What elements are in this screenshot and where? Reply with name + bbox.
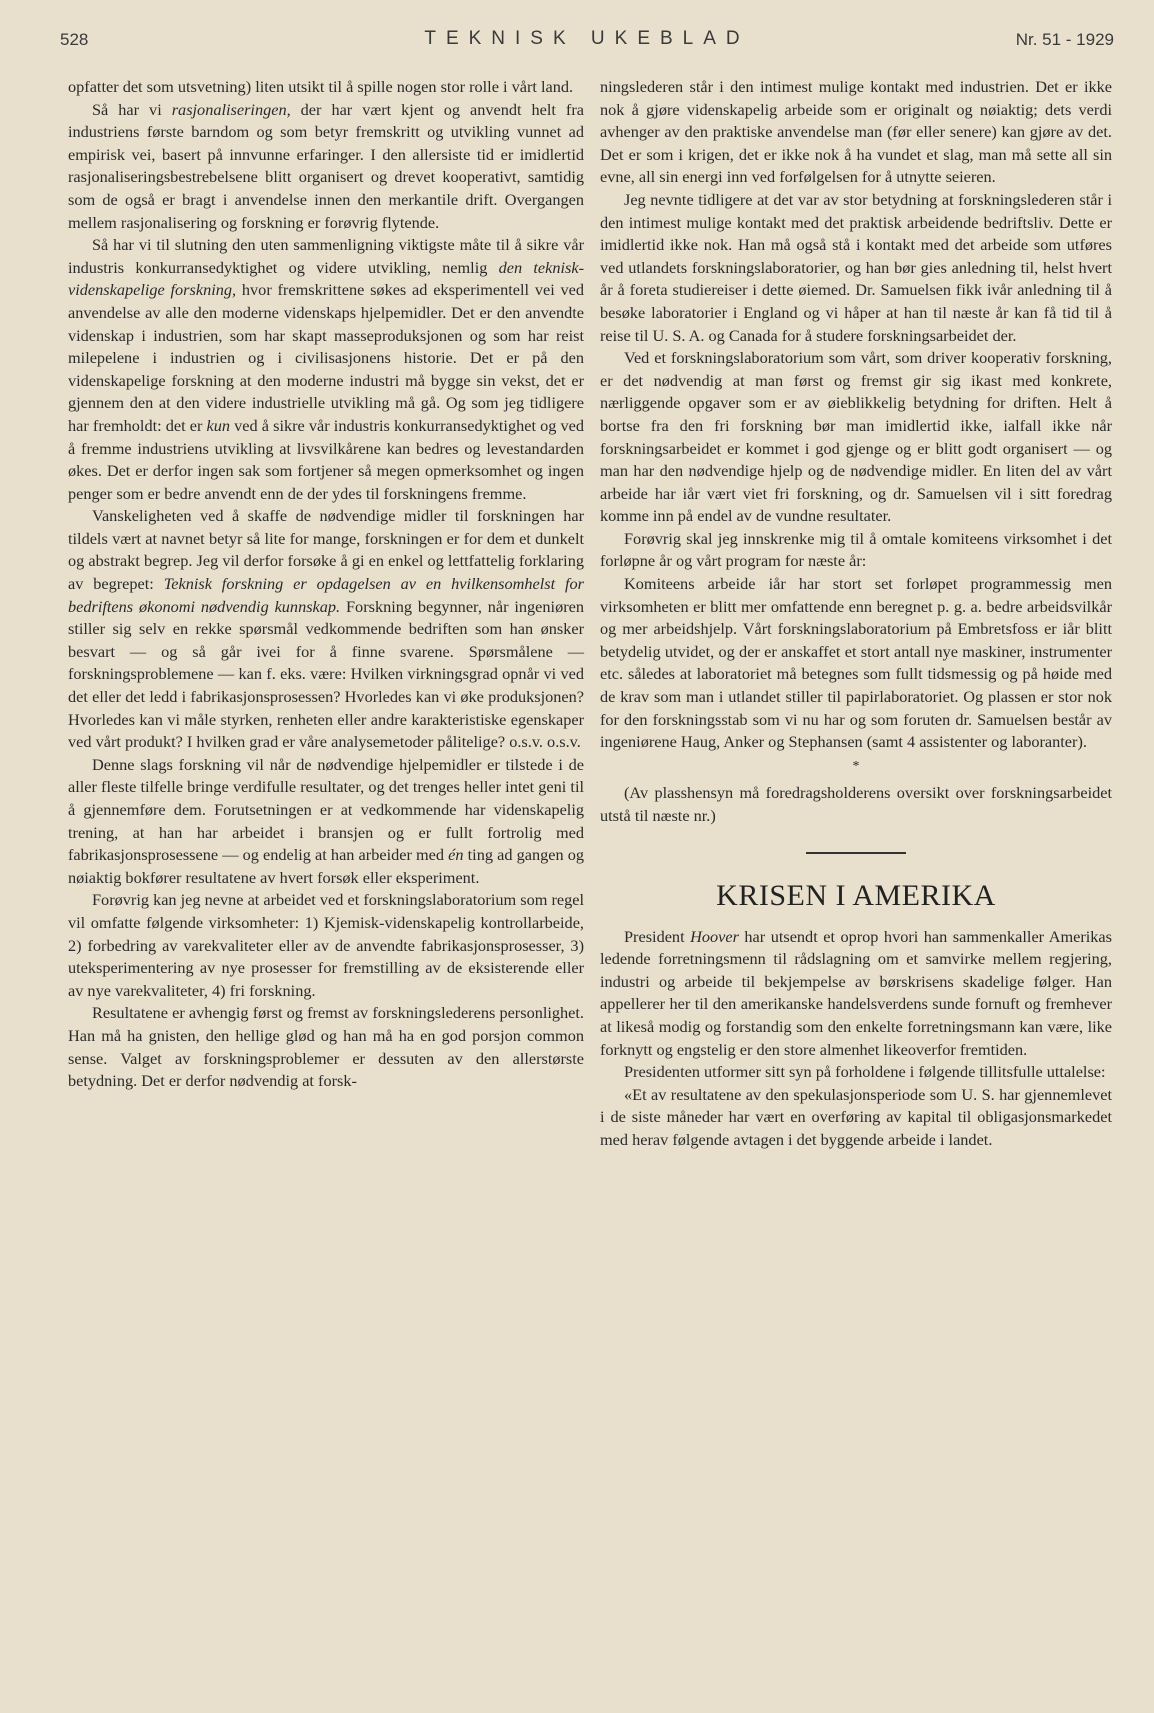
paragraph: Ved et forskningslaboratorium som vårt, som driver kooperativ forskning, er det nødvendig at man først og fremst gir sig ikast med konkrete, nærliggende opgaver som er av øieblikkelig betydning for driften. Helt å bortse fra den fri forskning bør man imidlertid ikke, ialfall ikke når forskningsarbeidet er kommet i god gjenge og er blitt godt organisert — og man har den nødvendige hjelp og de nødvendige midler. En liten del av vårt arbeide har iår vært viet fri forskning, og dr. Samuelsen vil i sitt foredrag komme inn på endel av de vundne resultater.: [600, 348, 1112, 526]
paragraph: [68, 754, 584, 890]
emphasis: Teknisk forskning er opdagelsen av en hvilkensomhelst for bedriftens økonomi nødvendig kunnskap.: [68, 574, 584, 616]
emphasis: Hoover: [690, 926, 739, 946]
text-run: Denne slags forskning vil når de nødvendige hjelpemidler er tilstede i de aller fleste tilfelle bringe verdifulle resultater, og det trenges heller intet geni til å gjennemføre dem. Forutsetningen er at vedkommende har videnskapelig trening, at han har arbeidet i bransjen og er fullt fortrolig med fabrikasjonsprosessene — og endelig at han arbeider med: [68, 754, 584, 865]
paragraph: [68, 99, 584, 235]
paragraph: Komiteens arbeide iår har stort set forløpet programmessig men virksomheten er blitt mer omfattende enn beregnet p. g. a. bedre arbeidsvilkår og mer arbeidshjelp. Vårt forskningslaboratorium på Embretsfoss er iår blitt betydelig utvidet, og der er anskaffet et stort antall nye maskiner, instrumenter etc. således at laboratoriet må betegnes som fullt tidsmessig og på høide med de krav som man i utlandet stiller til papirlaboratoriet. Og plassen er stor nok for den forskningsstab som vi nu har og som foruten dr. Samuelsen består av ingeniørene Haug, Anker og Stephansen (samt 4 assistenter og laboranter).: [600, 574, 1112, 752]
text-run: Forskning begynner, når ingeniøren stiller sig selv en rekke spørsmål vedkommende bedriften som han ønsker besvart — og så går ivei for å finne svarene. Spørsmålene — forskningsproblemene — kan f. eks. være: Hvilken virkningsgrad opnår vi ved det eller det ledd i fabrikasjonsprosessen? Hvorledes kan vi øke produksjonen? Hvorledes kan vi måle styrken, renheten eller andre karakteristiske egenskaper ved vårt produkt? I hvilken grad er våre analysemetoder pålitelige? o.s.v. o.s.v.: [68, 596, 585, 752]
emphasis: den teknisk-videnskapelige forskning,: [68, 257, 585, 300]
text-run: President: [624, 926, 691, 946]
paragraph: opfatter det som utsvetning) liten utsikt til å spille nogen stor rolle i vårt land.: [68, 77, 574, 96]
paragraph: Resultatene er avhengig først og fremst av forskningslederens personlighet. Han må ha gnisten, den hellige glød og han må ha en god porsjon common sense. Valget av forskningsproblemer er dessuten av den allerstørste betydning. Det er derfor nødvendig at forsk-: [68, 1003, 584, 1091]
emphasis: rasjonaliseringen,: [171, 99, 291, 119]
left-column: [68, 76, 584, 1093]
text-run: Vanskeligheten ved å skaffe de nødvendige midler til forskningen har tildels vært at navnet betyr så lite for mange, forskningen er for dem et dunkelt og abstrakt begrep. Jeg vil derfor forsøke å gi en enkel og lettfattelig forklaring av begrepet:: [68, 506, 584, 594]
right-column: [600, 76, 1112, 1152]
issue-number: Nr. 51 - 1929: [1015, 30, 1114, 49]
paragraph: [600, 926, 1112, 1062]
section-title: KRISEN I AMERIKA: [716, 878, 996, 912]
paragraph: Forøvrig kan jeg nevne at arbeidet ved et forskningslaboratorium som regel vil omfatte følgende virksomheter: 1) Kjemisk-videnskapelig kontrollarbeide, 2) forbedring av varekvaliteter eller av de anvendte fabrikasjonsprosesser, 3) uteksperimentering av nye prosesser for fremstilling av de eksisterende eller av nye varekvaliteter, 4) fri forskning.: [68, 890, 584, 1000]
paragraph: Presidenten utformer sitt syn på forholdene i følgende tillitsfulle uttalelse:: [624, 1062, 1106, 1082]
paragraph: «Et av resultatene av den spekulasjonsperiode som U. S. har gjennemlevet i de siste måneder har vært en overføring av kapital til obligasjonsmarkedet med herav følgende avtagen i det byggende arbeide i landet.: [600, 1084, 1112, 1149]
editor-note: (Av plasshensyn må foredragsholderens oversikt over forskningsarbeidet utstå til næste nr.): [600, 783, 1112, 825]
paragraph: Jeg nevnte tidligere at det var av stor betydning at forskningslederen står i den intimest mulige kontakt med det praktisk arbeidende bedriftsliv. Dette er imidlertid ikke nok. Han må også stå i kontakt med det arbeide som utføres ved utlandets forskningslaboratorier, og han bør gies anledning til, helst hvert år å foreta studiereiser i dette øiemed. Dr. Samuelsen fikk ivår anledning til å besøke laboratorier i England og vi håper at han til næste år kan få tid til å reise til U. S. A. og Canada for å studere forskningsarbeidet der.: [600, 189, 1112, 345]
paragraph: Forøvrig skal jeg innskrenke mig til å omtale komiteens virksomhet i det forløpne år og vårt program for næste år:: [600, 528, 1112, 571]
emphasis: kun: [206, 415, 231, 435]
page-number: 528: [60, 30, 89, 49]
section-asterisk: *: [852, 758, 860, 774]
emphasis: én: [448, 845, 464, 865]
text-run: hvor fremskrittene søkes ad eksperimentell vei ved anvendelse av alle den moderne videnskaps hjelpemidler. Det er den anvendte videnskap i industrien, som har skapt masseproduksjonen og som har reist milepelene i industrien og i civilisasjonens historie. Det er på den videnskapelige forskning at den moderne industri må bygge sin vekst, det er gjennem den at den videre industrielle utvikling må gå. Og som jeg tidligere har fremholdt: det er: [68, 280, 585, 435]
section-divider: [806, 852, 906, 854]
journal-title: TEKNISK UKEBLAD: [424, 28, 750, 49]
page-header: [60, 24, 1114, 60]
text-run: der har vært kjent og anvendt helt fra industriens første barndom og som betyr fremskritt og utvikling vunnet ad empirisk vei, basert på innvunne erfaringer. I den allersiste tid er imidlertid rasjonaliseringsbestrebelsene blitt organisert og drevet kooperativt, samtidig som de også er bragt i anvendelse innen den merkantile drift. Overgangen mellem rasjonalisering og forskning er forøvrig flytende.: [68, 99, 584, 232]
text-run: ved å sikre vår industris konkurransedyktighet og ved å fremme industriens utvikling at livsvilkårene kan bedres og levestandarden økes. Det er derfor ingen sak som fortjener så megen opmerksomhet og ingen penger som er bedre anvendt enn de der ydes til forskningens fremme.: [68, 415, 584, 503]
text-run: har utsendt et oprop hvori han sammenkaller Amerikas ledende forretningsmenn til rådslagning om et samvirke mellem regjering, industri og arbeide til bekjempelse av børskrisens skadelige følger. Han appellerer her til den amerikanske handelsverdens sunde fornuft og fremhever at likeså modig og forstandig som den enkelte forretningsmann kan være, like forknytt og engstelig er den store almenhet likeoverfor fremtiden.: [600, 926, 1112, 1059]
text-run: Så har vi til slutning den uten sammenligning viktigste måte til å sikre vår industris konkurransedyktighet og videre utvikling, nemlig: [68, 235, 584, 277]
paragraph: ningslederen står i den intimest mulige kontakt med industrien. Det er ikke nok å gjøre videnskapelig arbeide som er originalt og nøiaktig; dets verdi avhenger av den praktiske anvendelse man (før eller senere) kan gjøre av det. Det er som i krigen, det er ikke nok å ha vundet et slag, man må sette all sin evne, all sin energi inn ved forfølgelsen for å utnytte seieren.: [600, 77, 1112, 187]
text-run: ting ad gangen og nøiaktig bokfører resultatene av hvert forsøk eller eksperiment.: [68, 845, 584, 887]
text-run: Så har vi: [92, 99, 172, 119]
paragraph: [68, 505, 584, 754]
paragraph: [68, 234, 584, 505]
